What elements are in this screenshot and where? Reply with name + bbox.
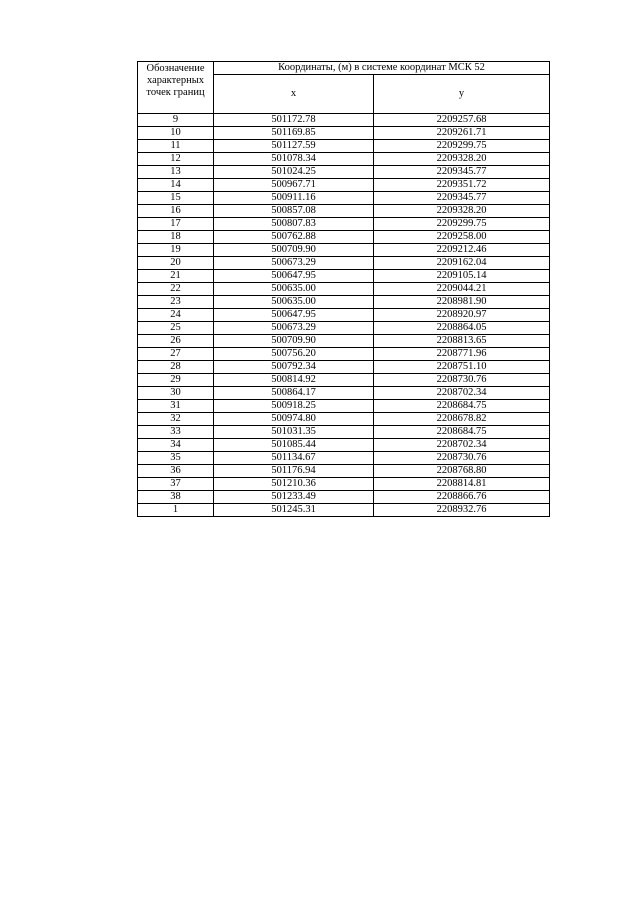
x-coordinate-cell: 501024.25	[214, 166, 374, 179]
point-number-cell: 9	[138, 114, 214, 127]
point-number-cell: 32	[138, 413, 214, 426]
x-coordinate-cell: 500792.34	[214, 361, 374, 374]
table-row	[138, 413, 550, 426]
table-row	[138, 335, 550, 348]
y-coordinate-cell: 2209258.00	[374, 231, 550, 244]
y-column-header: y	[374, 75, 550, 114]
y-coordinate-cell: 2209105.14	[374, 270, 550, 283]
point-number-cell: 17	[138, 218, 214, 231]
y-coordinate-cell: 2208730.76	[374, 374, 550, 387]
point-number-cell: 34	[138, 439, 214, 452]
table-row	[138, 491, 550, 504]
table-row	[138, 114, 550, 127]
coordinate-system-header: Координаты, (м) в системе координат МСК 52	[214, 62, 550, 75]
y-coordinate-cell: 2208771.96	[374, 348, 550, 361]
x-coordinate-cell: 501245.31	[214, 504, 374, 517]
table-row	[138, 400, 550, 413]
x-coordinate-cell: 500673.29	[214, 257, 374, 270]
point-number-cell: 27	[138, 348, 214, 361]
y-coordinate-cell: 2209299.75	[374, 218, 550, 231]
y-coordinate-cell: 2208684.75	[374, 426, 550, 439]
x-coordinate-cell: 500673.29	[214, 322, 374, 335]
y-coordinate-cell: 2208702.34	[374, 439, 550, 452]
point-number-cell: 18	[138, 231, 214, 244]
y-coordinate-cell: 2208920.97	[374, 309, 550, 322]
point-number-cell: 33	[138, 426, 214, 439]
point-number-cell: 16	[138, 205, 214, 218]
point-number-cell: 19	[138, 244, 214, 257]
y-coordinate-cell: 2209345.77	[374, 192, 550, 205]
table-row	[138, 387, 550, 400]
y-coordinate-cell: 2209257.68	[374, 114, 550, 127]
x-coordinate-cell: 501233.49	[214, 491, 374, 504]
y-coordinate-cell: 2208866.76	[374, 491, 550, 504]
point-designation-header: Обозначение характерных точек границ	[138, 62, 214, 114]
x-coordinate-cell: 500918.25	[214, 400, 374, 413]
point-number-cell: 22	[138, 283, 214, 296]
x-coordinate-cell: 500647.95	[214, 270, 374, 283]
x-coordinate-cell: 500864.17	[214, 387, 374, 400]
x-coordinate-cell: 500974.80	[214, 413, 374, 426]
x-coordinate-cell: 500911.16	[214, 192, 374, 205]
point-number-cell: 35	[138, 452, 214, 465]
x-coordinate-cell: 501078.34	[214, 153, 374, 166]
table-row	[138, 140, 550, 153]
point-number-cell: 30	[138, 387, 214, 400]
x-coordinate-cell: 500857.08	[214, 205, 374, 218]
table-row	[138, 166, 550, 179]
point-number-cell: 13	[138, 166, 214, 179]
point-number-cell: 20	[138, 257, 214, 270]
table-row	[138, 361, 550, 374]
table-row	[138, 153, 550, 166]
table-row	[138, 478, 550, 491]
y-coordinate-cell: 2209351.72	[374, 179, 550, 192]
point-number-cell: 11	[138, 140, 214, 153]
point-number-cell: 1	[138, 504, 214, 517]
x-coordinate-cell: 500762.88	[214, 231, 374, 244]
x-coordinate-cell: 501210.36	[214, 478, 374, 491]
y-coordinate-cell: 2209299.75	[374, 140, 550, 153]
x-coordinate-cell: 500709.90	[214, 335, 374, 348]
table-row	[138, 257, 550, 270]
x-coordinate-cell: 501169.85	[214, 127, 374, 140]
x-coordinate-cell: 501085.44	[214, 439, 374, 452]
table-row	[138, 205, 550, 218]
y-coordinate-cell: 2209212.46	[374, 244, 550, 257]
table-row	[138, 452, 550, 465]
point-number-cell: 14	[138, 179, 214, 192]
table-row	[138, 244, 550, 257]
y-coordinate-cell: 2208684.75	[374, 400, 550, 413]
x-coordinate-cell: 500807.83	[214, 218, 374, 231]
y-coordinate-cell: 2208730.76	[374, 452, 550, 465]
x-coordinate-cell: 500635.00	[214, 296, 374, 309]
x-coordinate-cell: 500635.00	[214, 283, 374, 296]
table-row	[138, 322, 550, 335]
table-row	[138, 192, 550, 205]
table-row	[138, 348, 550, 361]
point-number-cell: 21	[138, 270, 214, 283]
table-row	[138, 309, 550, 322]
y-coordinate-cell: 2208981.90	[374, 296, 550, 309]
y-coordinate-cell: 2208768.80	[374, 465, 550, 478]
point-number-cell: 36	[138, 465, 214, 478]
point-number-cell: 37	[138, 478, 214, 491]
table-row	[138, 439, 550, 452]
y-coordinate-cell: 2208864.05	[374, 322, 550, 335]
table-header	[138, 62, 550, 114]
point-number-cell: 24	[138, 309, 214, 322]
y-coordinate-cell: 2209261.71	[374, 127, 550, 140]
table-row	[138, 374, 550, 387]
table-row	[138, 296, 550, 309]
point-number-cell: 10	[138, 127, 214, 140]
y-coordinate-cell: 2209328.20	[374, 153, 550, 166]
x-coordinate-cell: 500709.90	[214, 244, 374, 257]
table-row	[138, 218, 550, 231]
y-coordinate-cell: 2208751.10	[374, 361, 550, 374]
x-coordinate-cell: 501172.78	[214, 114, 374, 127]
table-row	[138, 179, 550, 192]
table-row	[138, 283, 550, 296]
point-number-cell: 25	[138, 322, 214, 335]
table-row	[138, 426, 550, 439]
point-number-cell: 23	[138, 296, 214, 309]
x-coordinate-cell: 500967.71	[214, 179, 374, 192]
x-coordinate-cell: 500647.95	[214, 309, 374, 322]
x-coordinate-cell: 501127.59	[214, 140, 374, 153]
x-coordinate-cell: 500756.20	[214, 348, 374, 361]
coordinates-table	[137, 61, 550, 517]
point-number-cell: 12	[138, 153, 214, 166]
x-coordinate-cell: 501134.67	[214, 452, 374, 465]
x-coordinate-cell: 500814.92	[214, 374, 374, 387]
table-body	[138, 114, 550, 517]
point-number-cell: 26	[138, 335, 214, 348]
y-coordinate-cell: 2208678.82	[374, 413, 550, 426]
y-coordinate-cell: 2208932.76	[374, 504, 550, 517]
point-number-cell: 28	[138, 361, 214, 374]
y-coordinate-cell: 2209162.04	[374, 257, 550, 270]
table-row	[138, 465, 550, 478]
x-coordinate-cell: 501031.35	[214, 426, 374, 439]
x-coordinate-cell: 501176.94	[214, 465, 374, 478]
y-coordinate-cell: 2208813.65	[374, 335, 550, 348]
x-column-header: x	[214, 75, 374, 114]
point-number-cell: 38	[138, 491, 214, 504]
table-row	[138, 270, 550, 283]
table-row	[138, 504, 550, 517]
y-coordinate-cell: 2209328.20	[374, 205, 550, 218]
y-coordinate-cell: 2208702.34	[374, 387, 550, 400]
y-coordinate-cell: 2209044.21	[374, 283, 550, 296]
table-row	[138, 231, 550, 244]
point-number-cell: 31	[138, 400, 214, 413]
point-number-cell: 29	[138, 374, 214, 387]
point-number-cell: 15	[138, 192, 214, 205]
table-row	[138, 127, 550, 140]
y-coordinate-cell: 2208814.81	[374, 478, 550, 491]
y-coordinate-cell: 2209345.77	[374, 166, 550, 179]
